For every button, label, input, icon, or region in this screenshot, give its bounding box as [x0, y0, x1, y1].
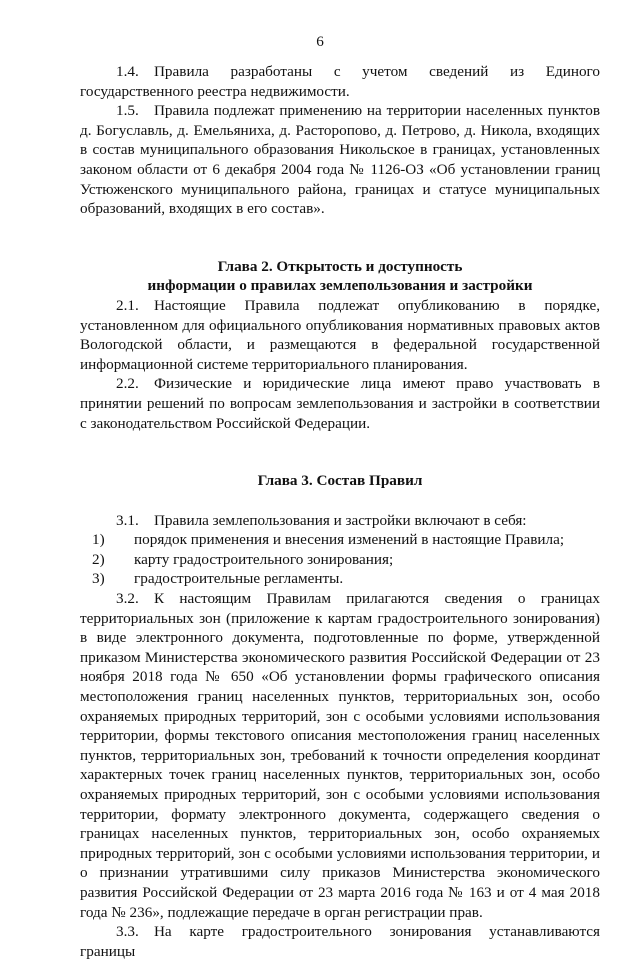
paragraph-3-1: 3.1. Правила землепользования и застройки включают в себя:: [116, 511, 527, 529]
list-item-number: 1): [92, 531, 105, 549]
spacer: [80, 491, 600, 511]
chapter-2-title-line-2: информации о правилах землепользования и застройки: [147, 277, 533, 295]
paragraph-1-5: 1.5. Правила подлежат применению на территории населенных пунктов д. Богуславль, д. Емельяниха, д. Расторопово, д. Петрово, д. Никола, входящих в состав муниципального образования Никольское в границах, установленных законом области от 6 декабря 2004 года № 1126-ОЗ «Об установлении границ Устюженского муниципального района, границах и статусе муниципальных образований, входящих в его состав».: [80, 102, 600, 218]
spacer: [80, 433, 600, 471]
paragraph-2-2: 2.2. Физические и юридические лица имеют право участвовать в принятии решений по вопросам землепользования и застройки в соответствии с законодательством Российской Федерации.: [80, 375, 600, 432]
paragraph-3-2: 3.2. К настоящим Правилам прилагаются сведения о границах территориальных зон (приложение к картам градостроительного зонирования) в виде электронного документа, подготовленные по форме, утвержденной приказом Министерства экономического развития Российской Федерации от 23 ноября 2018 года № 650 «Об установлении формы графического описания местоположения границ населенных пунктов, территориальных зон, особо охраняемых природных территорий, зон с особыми условиями использования территории, формы текстового описания местоположения границ населенных пунктов, территориальных зон, требований к точности определения координат характерных точек границ населенных пунктов, территориальных зон, особо охраняемых природных территорий, зон с особыми условиями использования территории, формату электронного документа, содержащего сведения о границах населенных пунктов, территориальных зон, особо охраняемых природных территорий, зон с особыми условиями использования территории, и о признании утратившими силу приказов Министерства экономического развития Российской Федерации от 23 марта 2016 года № 163 и от 4 мая 2018 года № 236», подлежащие передаче в орган регистрации прав.: [80, 590, 600, 921]
list-item: [80, 569, 600, 589]
list-item-number: 3): [92, 570, 105, 588]
list-item: [80, 550, 600, 570]
page-number: 6: [316, 33, 324, 50]
paragraph-1-4: 1.4. Правила разработаны с учетом сведений из Единого государственного реестра недвижимости.: [80, 63, 600, 100]
list-item: [80, 530, 600, 550]
chapter-2-title-line-1: Глава 2. Открытость и доступность: [217, 257, 463, 275]
document-body: [80, 62, 600, 961]
paragraph-2-1: 2.1. Настоящие Правила подлежат опубликованию в порядке, установленном для официального опубликования нормативных правовых актов Вологодской области, и размещаются в федеральной государственной информационной системе территориального планирования.: [80, 296, 600, 373]
chapter-3-title: Глава 3. Состав Правил: [257, 472, 423, 490]
spacer: [80, 219, 600, 257]
list-item-text: порядок применения и внесения изменений в настоящие Правила;: [134, 531, 565, 549]
list-item-text: карту градостроительного зонирования;: [134, 550, 394, 568]
list-item-text: градостроительные регламенты.: [134, 570, 344, 588]
paragraph-3-3: 3.3. На карте градостроительного зонирования устанавливаются границы: [80, 923, 600, 960]
list-item-number: 2): [92, 550, 105, 568]
